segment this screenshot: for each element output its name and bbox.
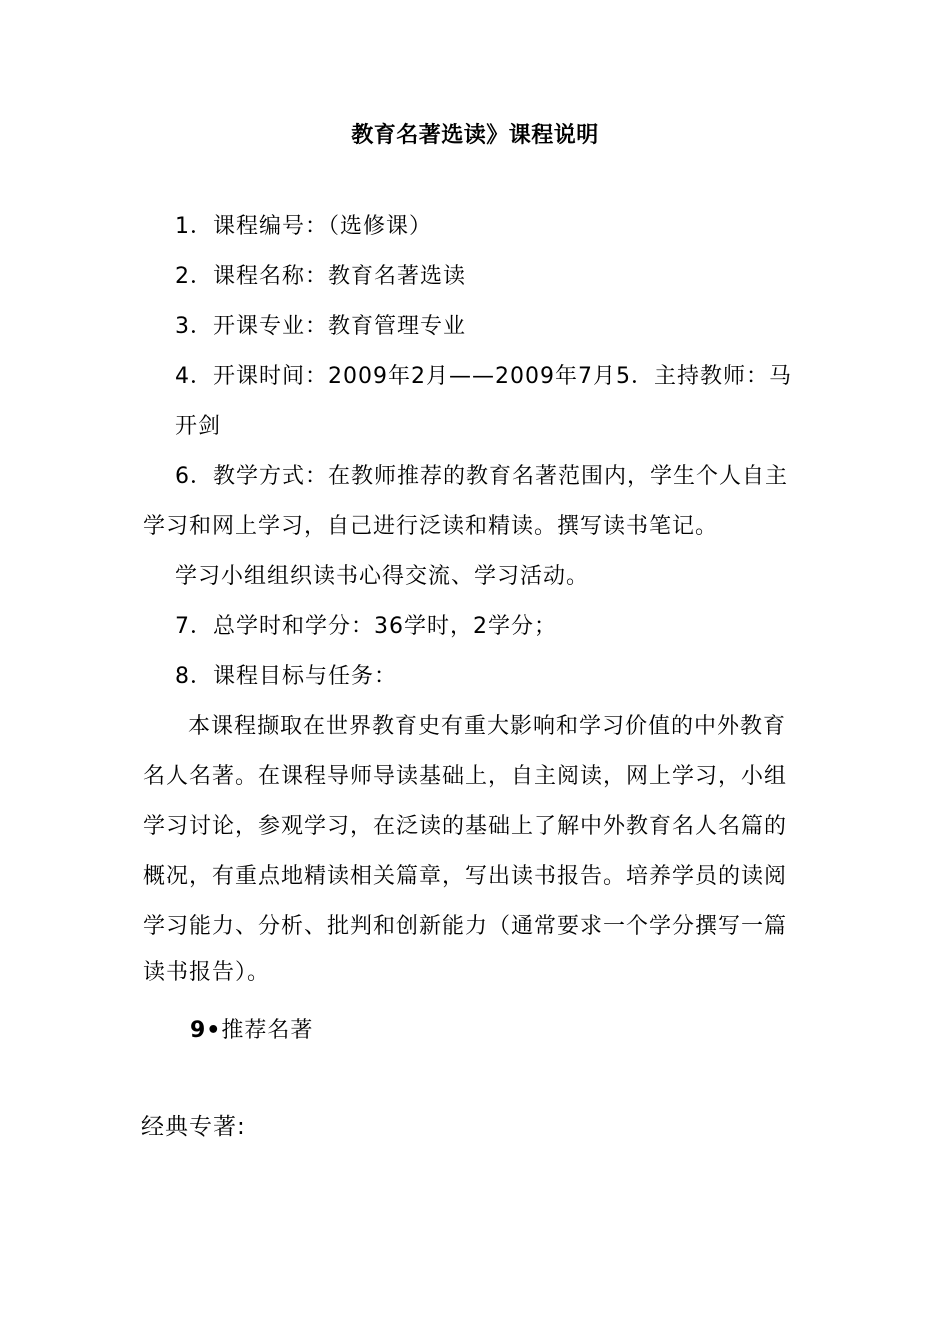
item-teacher-name-cont: 开剑: [175, 414, 222, 439]
item-objectives: 8．课程目标与任务：: [175, 664, 397, 689]
item-hours-credits: 7．总学时和学分：36学时，2学分；: [175, 614, 557, 639]
section-heading-classics: 经典专著:: [141, 1114, 246, 1140]
item-course-name: 2．课程名称：教育名著选读: [175, 264, 466, 289]
paragraph-line: 学习讨论，参观学习，在泛读的基础上了解中外教育名人名篇的: [143, 814, 788, 839]
document-title: 教育名著选读》课程说明: [351, 123, 599, 148]
paragraph-line: 本课程撷取在世界教育史有重大影响和学习价值的中外教育: [188, 714, 787, 739]
item-teaching-method: 6．教学方式：在教师推荐的教育名著范围内，学生个人自主: [175, 464, 788, 489]
paragraph-line: 读书报告）。: [143, 960, 271, 985]
item-major: 3．开课专业：教育管理专业: [175, 314, 466, 339]
paragraph-line: 名人名著。在课程导师导读基础上，自主阅读，网上学习，小组: [143, 764, 788, 789]
item-schedule-teacher: 4．开课时间：2009年2月——2009年7月5．主持教师：马: [175, 364, 792, 389]
item9-text: 推荐名著: [221, 1018, 314, 1043]
paragraph-line: 概况，有重点地精读相关篇章，写出读书报告。培养学员的读阅: [143, 864, 788, 889]
item-teaching-method-cont2: 学习小组组织读书心得交流、学习活动。: [175, 564, 590, 589]
item-recommended-works: [190, 1016, 313, 1046]
item-teaching-method-cont: 学习和网上学习，自己进行泛读和精读。撰写读书笔记。: [143, 514, 719, 539]
item9-number: 9•: [190, 1018, 222, 1043]
paragraph-line: 学习能力、分析、批判和创新能力（通常要求一个学分撰写一篇: [143, 914, 788, 939]
item-course-number: 1．课程编号：（选修课）: [175, 214, 432, 239]
